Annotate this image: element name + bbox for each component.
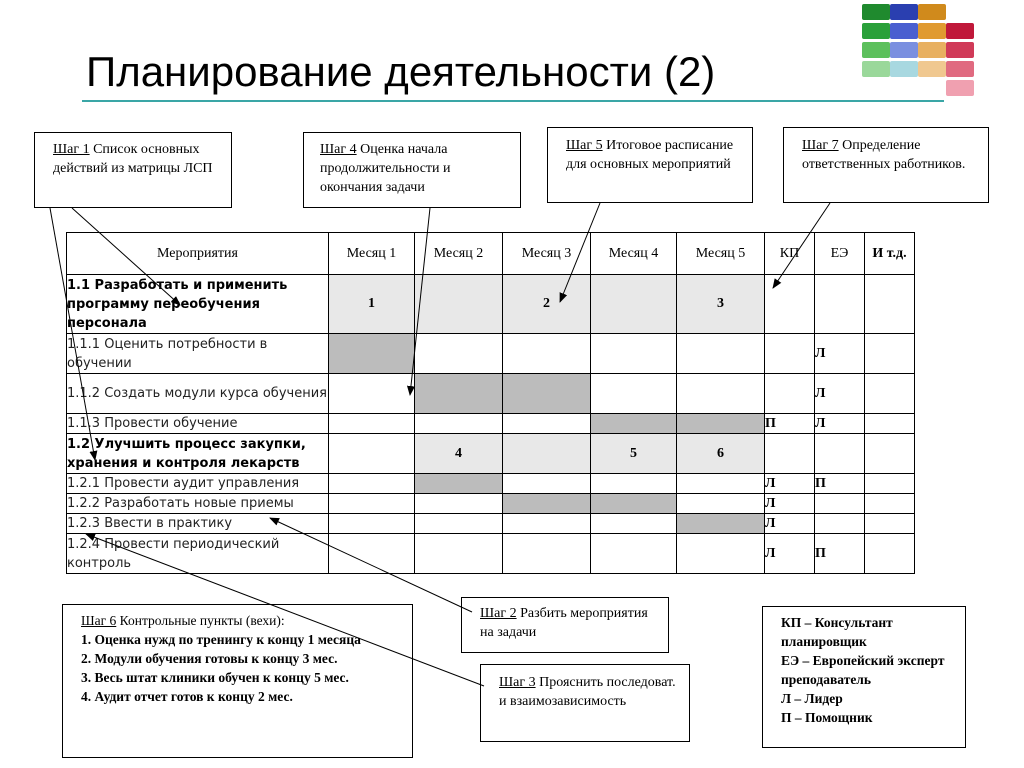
month-cell — [415, 374, 503, 414]
kp-cell: Л — [765, 514, 815, 534]
ee-cell — [815, 434, 865, 474]
month-cell — [503, 334, 591, 374]
kp-cell — [765, 434, 815, 474]
header-etc: И т.д. — [865, 233, 915, 275]
month-cell — [591, 514, 677, 534]
month-cell — [329, 494, 415, 514]
task-cell: 1.2.2 Разработать новые приемы — [67, 494, 329, 514]
legend-item: П – Помощник — [781, 710, 873, 725]
ee-cell — [815, 514, 865, 534]
kp-cell — [765, 334, 815, 374]
milestone-item: 4. Аудит отчет готов к концу 2 мес. — [81, 689, 293, 704]
table-header-row — [67, 233, 915, 275]
step6-box — [62, 604, 413, 758]
table-row — [67, 414, 915, 434]
month-cell — [329, 474, 415, 494]
table-row — [67, 434, 915, 474]
month-cell — [415, 275, 503, 334]
step1-text: Список основных действий из матрицы ЛСП — [53, 142, 213, 176]
month-cell — [329, 514, 415, 534]
month-cell: 1 — [329, 275, 415, 334]
month-cell — [329, 414, 415, 434]
title-underline — [82, 100, 944, 102]
kp-cell: Л — [765, 474, 815, 494]
table-row — [67, 534, 915, 574]
milestone-item: 2. Модули обучения готовы к концу 3 мес. — [81, 651, 338, 666]
etc-cell — [865, 474, 915, 494]
step4-text: Оценка начала продолжительности и окончания задачи — [320, 142, 451, 195]
month-cell — [591, 534, 677, 574]
step3-text: Прояснить последоват. и взаимозависимость — [499, 675, 676, 709]
month-cell: 2 — [503, 275, 591, 334]
month-cell: 3 — [677, 275, 765, 334]
etc-cell — [865, 334, 915, 374]
task-cell: 1.2.4 Провести периодический контроль — [67, 534, 329, 574]
task-cell: 1.2 Улучшить процесс закупки, хранения и контроля лекарств — [67, 434, 329, 474]
etc-cell — [865, 434, 915, 474]
step3-label: Шаг 3 — [499, 675, 536, 690]
month-cell — [677, 474, 765, 494]
month-cell — [503, 534, 591, 574]
month-cell — [677, 374, 765, 414]
table-row — [67, 334, 915, 374]
activity-plan-table — [66, 232, 915, 574]
header-month-4: Месяц 4 — [591, 233, 677, 275]
month-cell — [677, 334, 765, 374]
milestone-item: 1. Оценка нужд по тренингу к концу 1 месяца — [81, 632, 361, 647]
legend-item: Л – Лидер — [781, 691, 843, 706]
month-cell — [415, 414, 503, 434]
step1-box — [34, 132, 232, 208]
header-kp: КП — [765, 233, 815, 275]
month-cell — [329, 434, 415, 474]
etc-cell — [865, 414, 915, 434]
header-month-3: Месяц 3 — [503, 233, 591, 275]
table-row — [67, 494, 915, 514]
month-cell — [503, 494, 591, 514]
step6-label: Шаг 6 — [81, 613, 117, 628]
step7-box — [783, 127, 989, 203]
etc-cell — [865, 534, 915, 574]
month-cell — [677, 494, 765, 514]
cubes-logo-icon — [860, 2, 980, 102]
step5-box — [547, 127, 753, 203]
month-cell — [503, 474, 591, 494]
month-cell — [329, 334, 415, 374]
step5-label: Шаг 5 — [566, 138, 603, 153]
legend-box — [762, 606, 966, 748]
month-cell — [677, 534, 765, 574]
step2-label: Шаг 2 — [480, 606, 517, 621]
month-cell — [591, 334, 677, 374]
step1-label: Шаг 1 — [53, 142, 90, 157]
step3-box — [480, 664, 690, 742]
table-row — [67, 514, 915, 534]
step7-label: Шаг 7 — [802, 138, 839, 153]
task-cell: 1.2.3 Ввести в практику — [67, 514, 329, 534]
step2-text: Разбить мероприятия на задачи — [480, 606, 648, 640]
month-cell — [415, 474, 503, 494]
header-month-2: Месяц 2 — [415, 233, 503, 275]
step6-text: Контрольные пункты (вехи): — [116, 613, 285, 628]
task-cell: 1.1.1 Оценить потребности в обучении — [67, 334, 329, 374]
etc-cell — [865, 374, 915, 414]
header-month-1: Месяц 1 — [329, 233, 415, 275]
month-cell — [591, 275, 677, 334]
ee-cell — [815, 275, 865, 334]
month-cell — [591, 494, 677, 514]
etc-cell — [865, 275, 915, 334]
month-cell — [503, 414, 591, 434]
ee-cell: Л — [815, 374, 865, 414]
milestone-item: 3. Весь штат клиники обучен к концу 5 мес. — [81, 670, 349, 685]
month-cell — [677, 514, 765, 534]
month-cell: 4 — [415, 434, 503, 474]
task-cell: 1.1 Разработать и применить программу переобучения персонала — [67, 275, 329, 334]
ee-cell: П — [815, 534, 865, 574]
kp-cell — [765, 374, 815, 414]
month-cell — [591, 414, 677, 434]
kp-cell: Л — [765, 534, 815, 574]
step7-text: Определение ответственных работников. — [802, 138, 966, 172]
kp-cell — [765, 275, 815, 334]
page-title: Планирование деятельности (2) — [86, 48, 716, 95]
month-cell — [503, 434, 591, 474]
table-row — [67, 474, 915, 494]
ee-cell — [815, 494, 865, 514]
month-cell — [591, 474, 677, 494]
step2-box — [461, 597, 669, 653]
step4-label: Шаг 4 — [320, 142, 357, 157]
month-cell — [677, 414, 765, 434]
task-cell: 1.1.3 Провести обучение — [67, 414, 329, 434]
month-cell — [329, 534, 415, 574]
month-cell — [415, 514, 503, 534]
ee-cell: П — [815, 474, 865, 494]
etc-cell — [865, 494, 915, 514]
step4-box — [303, 132, 521, 208]
table-row — [67, 374, 915, 414]
legend-item: ЕЭ – Европейский эксперт преподаватель — [781, 653, 945, 687]
month-cell: 5 — [591, 434, 677, 474]
ee-cell: Л — [815, 414, 865, 434]
step5-text: Итоговое расписание для основных мероприятий — [566, 138, 734, 172]
ee-cell: Л — [815, 334, 865, 374]
etc-cell — [865, 514, 915, 534]
month-cell — [503, 374, 591, 414]
header-month-5: Месяц 5 — [677, 233, 765, 275]
month-cell: 6 — [677, 434, 765, 474]
month-cell — [415, 334, 503, 374]
month-cell — [503, 514, 591, 534]
kp-cell: Л — [765, 494, 815, 514]
table-row — [67, 275, 915, 334]
month-cell — [415, 494, 503, 514]
kp-cell: П — [765, 414, 815, 434]
header-activities: Мероприятия — [67, 233, 329, 275]
month-cell — [415, 534, 503, 574]
legend-item: КП – Консультант планировщик — [781, 615, 893, 649]
month-cell — [591, 374, 677, 414]
task-cell: 1.2.1 Провести аудит управления — [67, 474, 329, 494]
month-cell — [329, 374, 415, 414]
task-cell: 1.1.2 Создать модули курса обучения — [67, 374, 329, 414]
header-ee: ЕЭ — [815, 233, 865, 275]
